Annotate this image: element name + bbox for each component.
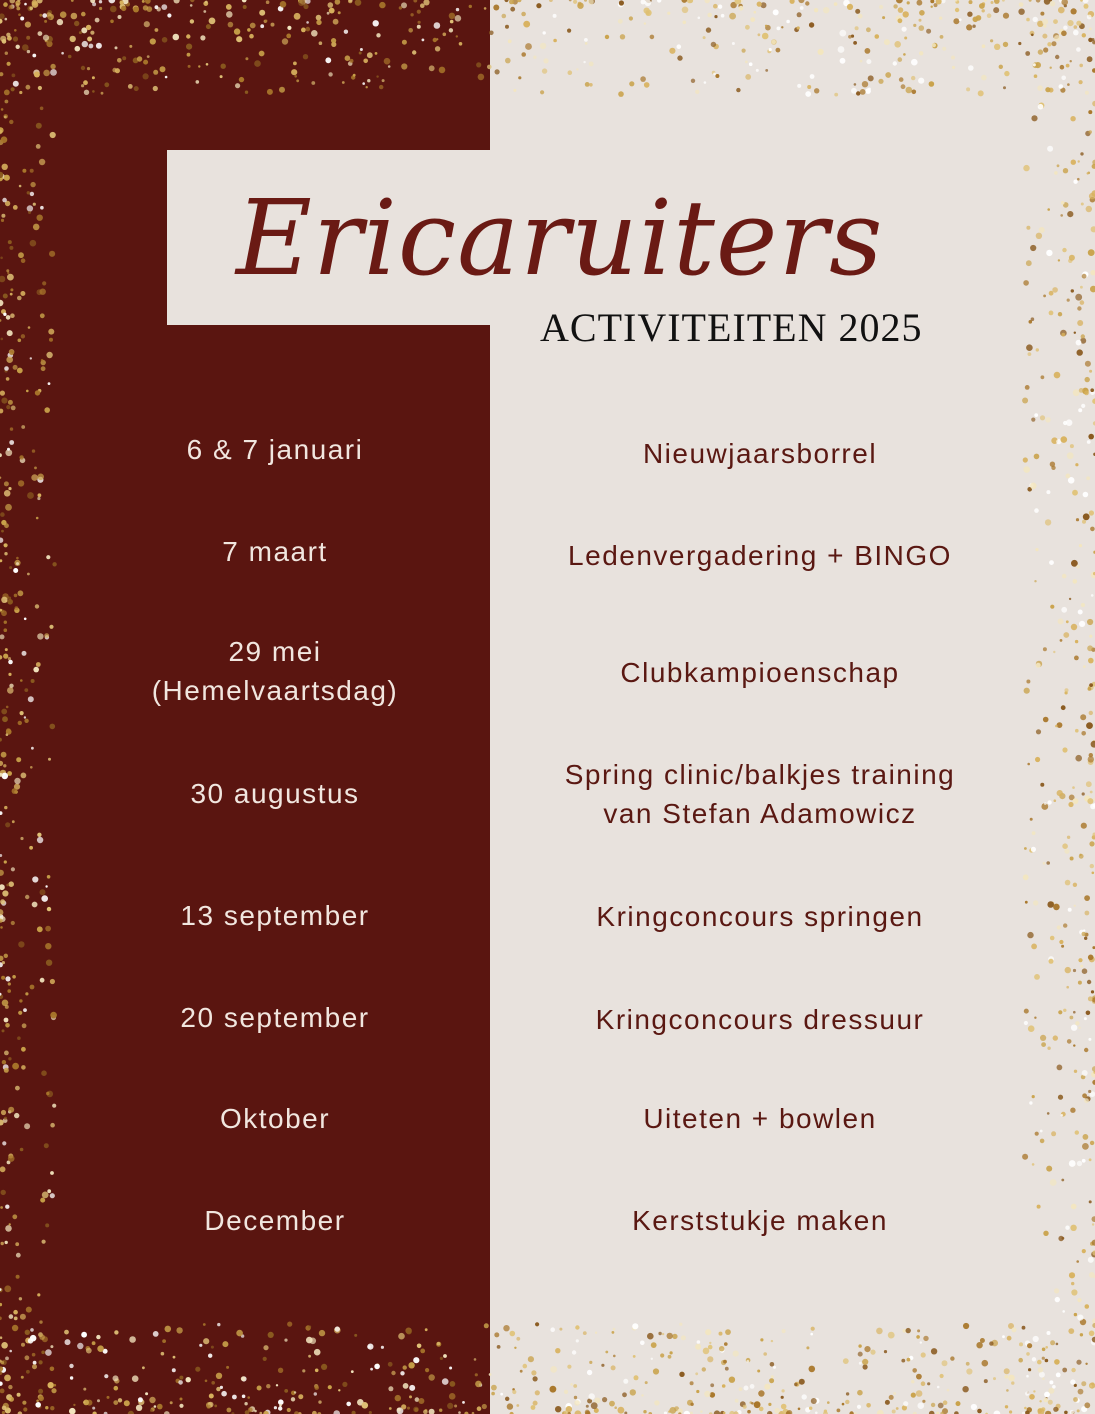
schedule-activity: Nieuwjaarsborrel bbox=[642, 438, 878, 469]
schedule-date: Oktober bbox=[219, 1103, 331, 1134]
schedule-activity: Uiteten + bowlen bbox=[643, 1103, 877, 1134]
schedule-date: 13 september bbox=[180, 900, 370, 931]
schedule-activity: Spring clinic/balkjes training van Stefan Adamowicz bbox=[564, 759, 956, 829]
page-title: Ericaruiters bbox=[236, 177, 884, 299]
schedule-date: 29 mei (Hemelvaartsdag) bbox=[151, 636, 399, 706]
schedule-date: 6 & 7 januari bbox=[186, 434, 364, 465]
schedule-activity: Kringconcours springen bbox=[596, 901, 924, 932]
schedule-date: December bbox=[204, 1205, 346, 1236]
page-subtitle: ACTIVITEITEN 2025 bbox=[540, 305, 923, 350]
schedule-date: 30 augustus bbox=[190, 778, 360, 809]
schedule-date: 7 maart bbox=[222, 536, 328, 567]
schedule-activity: Ledenvergadering + BINGO bbox=[568, 540, 952, 571]
schedule-activity: Kringconcours dressuur bbox=[595, 1004, 925, 1035]
schedule-activity: Kerststukje maken bbox=[632, 1205, 888, 1236]
schedule-date: 20 september bbox=[180, 1002, 370, 1033]
schedule-activity: Clubkampioenschap bbox=[620, 657, 900, 688]
